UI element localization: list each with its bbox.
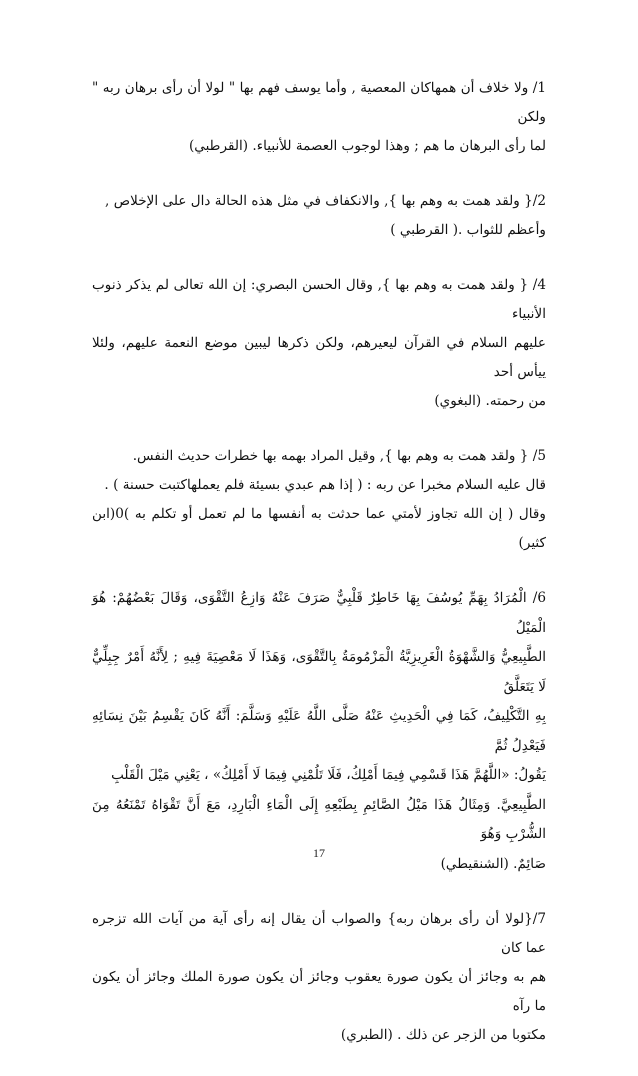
paragraph-line: 4/ { ولقد همت به وهم بها }, وقال الحسن البصري: إن الله تعالى لم يذكر ذنوب الأنبياء bbox=[92, 277, 546, 322]
page-body bbox=[92, 74, 546, 1076]
paragraph-line: صَائِمٌ. (الشنقيطي) bbox=[440, 855, 546, 872]
paragraph-6 bbox=[92, 584, 546, 879]
paragraph-5 bbox=[92, 442, 546, 558]
paragraph-line: وأعظم للثواب .( القرطبي ) bbox=[390, 222, 546, 238]
paragraph-line: 6/ الْمُرَادُ بِهَمِّ يُوسُفَ بِهَا خَاطِرٌ قَلْبِيٌّ صَرَفَ عَنْهُ وَازِعُ التَّقْوَى، وَقَالَ بَعْضُهُمْ: هُوَ الْمَيْلُ bbox=[92, 590, 546, 636]
paragraph-line: من رحمته. (البغوي) bbox=[434, 393, 546, 409]
paragraph-line: الطَّبِيعِيُّ وَالشَّهْوَةُ الْغَرِيزِيَّةُ الْمَزْمُومَةُ بِالتَّقْوَى، وَهَذَا لَا مَعْصِيَةَ فِيهِ ; لِأَنَّهُ أَمْرٌ جِبِلِّيٌّ لَا يَتَعَلَّقُ bbox=[92, 649, 546, 695]
paragraph-line: يَقُولُ: «اللَّهُمَّ هَذَا قَسْمِي فِيمَا أَمْلِكُ، فَلَا تَلُمْنِي فِيمَا لَا أَمْلِكُ» ، يَعْنِي مَيْلَ الْقَلْبِ bbox=[111, 767, 546, 783]
paragraph-line: عليهم السلام في القرآن ليعيرهم، ولكن ذكرها ليبين موضع النعمة عليهم، ولئلا ييأس أحد bbox=[92, 335, 546, 380]
paragraph-line: 5/ { ولقد همت به وهم بها }, وقيل المراد بهمه بها خطرات حديث النفس. bbox=[132, 448, 546, 464]
paragraph-line: 2/{ ولقد همت به وهم بها }, والانكفاف في مثل هذه الحالة دال على الإخلاص , bbox=[105, 193, 546, 209]
paragraph-line: هم به وجائز أن يكون صورة يعقوب وجائز أن يكون صورة الملك وجائز أن يكون ما رآه bbox=[92, 969, 546, 1014]
paragraph-line: الطَّبِيعِيَّ. وَمِثَالُ هَذَا مَيْلُ الصَّائِمِ بِطَبْعِهِ إِلَى الْمَاءِ الْبَارِدِ، مَعَ أَنَّ تَقْوَاهُ تَمْنَعُهُ مِنَ الشُّرْبِ وَهُوَ bbox=[92, 796, 546, 842]
paragraph-line: وقال ( إن الله تجاوز لأمتي عما حدثت به أنفسها ما لم تعمل أو تكلم به )0(ابن كثير) bbox=[92, 506, 546, 551]
paragraph-line: مكتوبا من الزجر عن ذلك . (الطبري) bbox=[340, 1027, 546, 1043]
paragraph-line: لما رأى البرهان ما هم ; وهذا لوجوب العصمة للأنبياء. (القرطبي) bbox=[188, 138, 546, 154]
paragraph-line: بِهِ التَّكْلِيفُ، كَمَا فِي الْحَدِيثِ عَنْهُ صَلَّى اللَّهُ عَلَيْهِ وَسَلَّمَ: أَنَّهُ كَانَ يَقْسِمُ بَيْنَ نِسَائِهِ فَيَعْدِلُ ثُمَّ bbox=[92, 708, 546, 754]
paragraph-line: قال عليه السلام مخبرا عن ربه : ( إذا هم عبدي بسيئة فلم يعملهاكتبت حسنة ) . bbox=[104, 477, 546, 493]
paragraph-1 bbox=[92, 74, 546, 161]
paragraph-2 bbox=[92, 187, 546, 245]
paragraph-line: 7/{لولا أن رأى برهان ربه} والصواب أن يقال إنه رأى آية من آيات الله تزجره عما كان bbox=[92, 911, 546, 956]
page-number: 17 bbox=[313, 846, 325, 860]
paragraph-4 bbox=[92, 271, 546, 416]
paragraph-7 bbox=[92, 905, 546, 1050]
paragraph-line: 1/ ولا خلاف أن همهاكان المعصية , وأما يوسف فهم بها " لولا أن رأى برهان ربه " ولكن bbox=[92, 80, 546, 125]
